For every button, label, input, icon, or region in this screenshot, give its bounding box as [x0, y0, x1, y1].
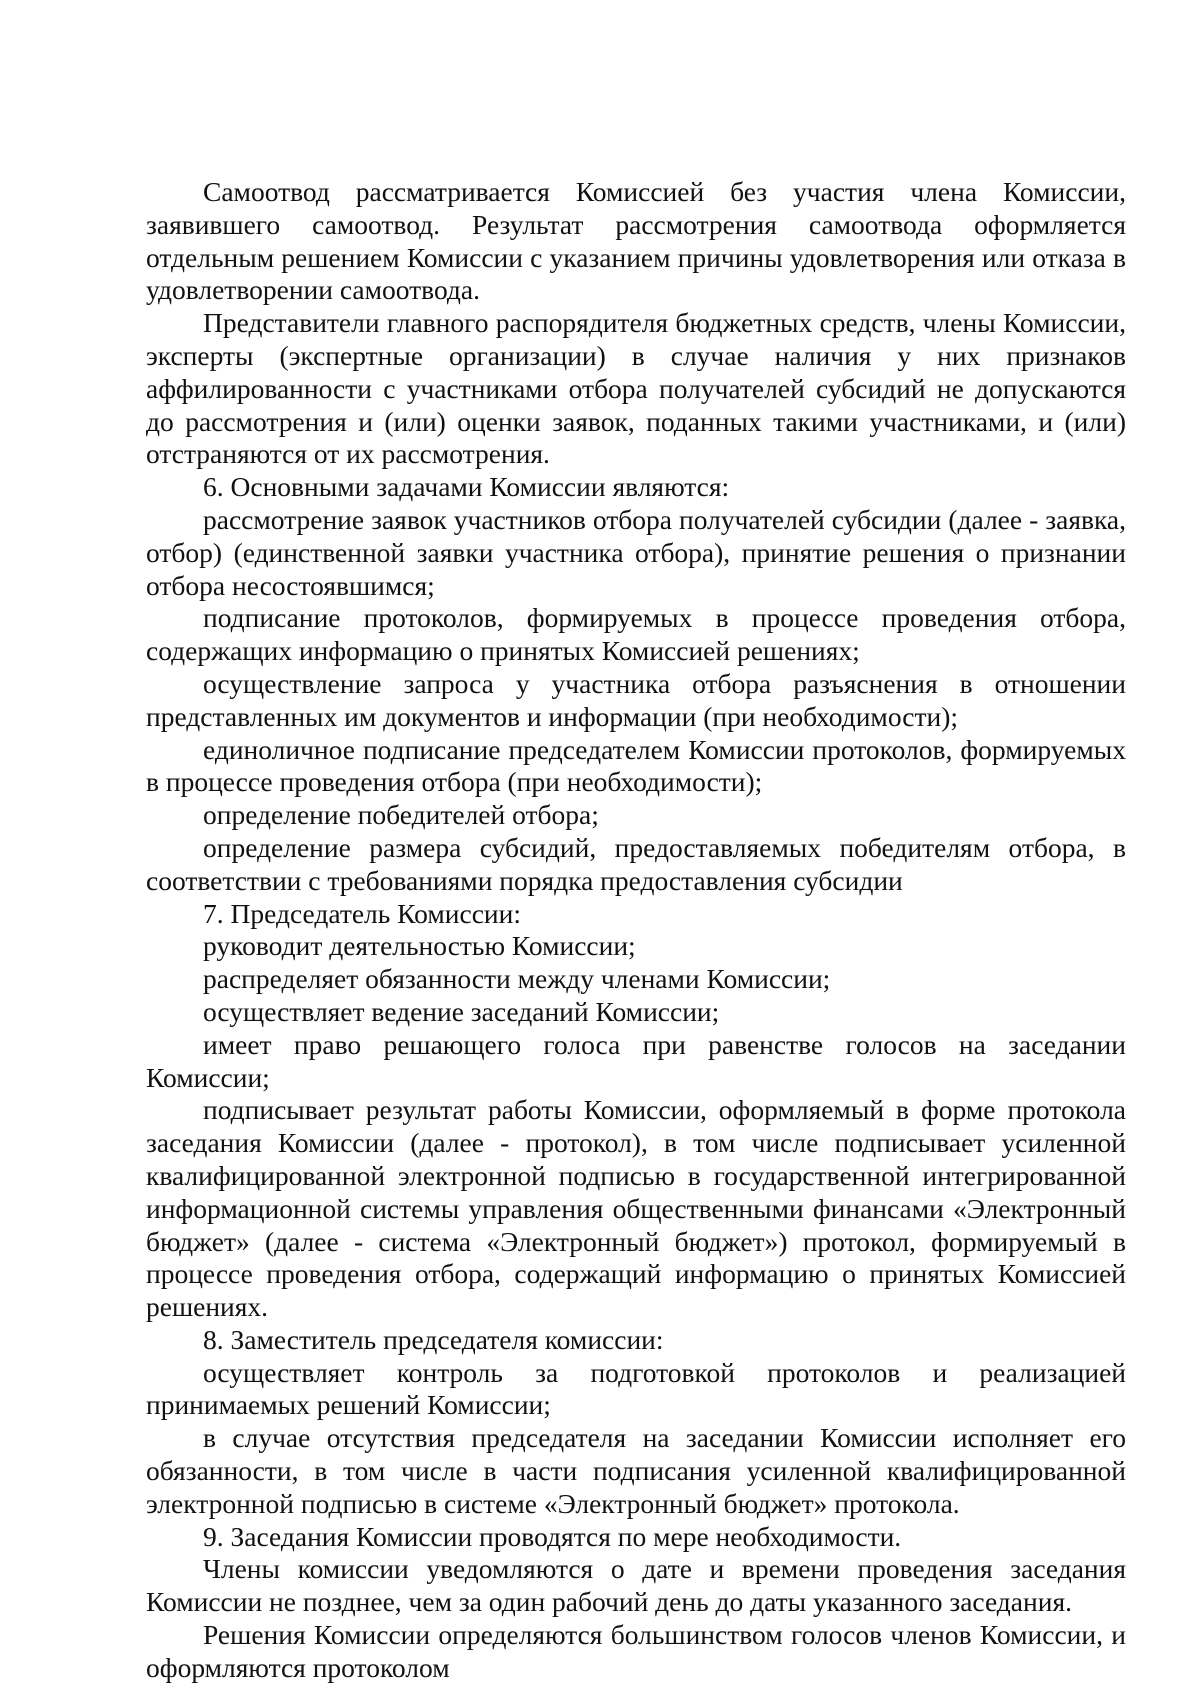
heading-deputy-chairman: 8. Заместитель председателя комиссии: — [203, 1323, 664, 1355]
list-item-deputy-acts-for-chairman: в случае отсутствия председателя на заседании Комиссии исполняет его обязанности, в том числе в части подписания усиленной квалифицированной электронной подписью в системе «Электронный бюджет» протокола. — [146, 1422, 1126, 1519]
list-item-chairman-casting-vote: имеет право решающего голоса при равенстве голосов на заседании Комиссии; — [146, 1028, 1126, 1093]
list-item-task-review-applications: рассмотрение заявок участников отбора получателей субсидии (далее - заявка, отбор) (единственной заявки участника отбора), принятие решения о признании отбора несостоявшимся; — [146, 503, 1126, 601]
paragraph-affiliation: Представители главного распорядителя бюджетных средств, члены Комиссии, эксперты (экспертные организации) в случае наличия у них признаков аффилированности с участниками отбора получателей субсидий не допускаются до рассмотрения и (или) оценки заявок, поданных такими участниками, и (или) отстраняются от их рассмотрения. — [146, 307, 1126, 470]
document-body — [146, 176, 1126, 1685]
list-item-chairman-conducts: осуществляет ведение заседаний Комиссии; — [203, 995, 720, 1027]
heading-meetings: 9. Заседания Комиссии проводятся по мере необходимости. — [203, 1520, 902, 1552]
heading-commission-tasks: 6. Основными задачами Комиссии являются: — [203, 471, 730, 503]
list-item-task-request-clarification: осуществление запроса у участника отбора разъяснения в отношении представленных им документов и информации (при необходимости); — [146, 667, 1126, 732]
paragraph-decisions: Решения Комиссии определяются большинством голосов членов Комиссии, и оформляются протоколом — [146, 1619, 1126, 1683]
list-item-chairman-distributes: распределяет обязанности между членами Комиссии; — [203, 963, 831, 995]
list-item-chairman-signs: подписывает результат работы Комиссии, оформляемый в форме протокола заседания Комиссии (далее - протокол), в том числе подписывает усиленной квалифицированной электронной подписью в государственной интегрированной информационной системы управления общественными финансами «Электронный бюджет» (далее - система «Электронный бюджет») протокол, формируемый в процессе проведения отбора, содержащий информацию о принятых Комиссией решениях. — [146, 1094, 1126, 1323]
list-item-task-sign-protocols: подписание протоколов, формируемых в процессе проведения отбора, содержащих информацию о принятых Комиссией решениях; — [146, 602, 1126, 667]
list-item-task-determine-winners: определение победителей отбора; — [203, 799, 599, 831]
list-item-chairman-manages: руководит деятельностью Комиссии; — [203, 930, 636, 962]
list-item-task-sole-signing: единоличное подписание председателем Комиссии протоколов, формируемых в процессе проведения отбора (при необходимости); — [146, 733, 1126, 798]
paragraph-notification: Члены комиссии уведомляются о дате и времени проведения заседания Комиссии не позднее, чем за один рабочий день до даты указанного заседания. — [146, 1553, 1126, 1618]
heading-chairman: 7. Председатель Комиссии: — [203, 897, 521, 929]
list-item-task-determine-subsidy-size: определение размера субсидий, предоставляемых победителям отбора, в соответствии с требованиями порядка предоставления субсидии — [146, 831, 1126, 896]
list-item-deputy-controls: осуществляет контроль за подготовкой протоколов и реализацией принимаемых решений Комиссии; — [146, 1356, 1126, 1421]
paragraph-recusal-review: Самоотвод рассматривается Комиссией без участия члена Комиссии, заявившего самоотвод. Результат рассмотрения самоотвода оформляется отдельным решением Комиссии с указанием причины удовлетворения или отказа в удовлетворении самоотвода. — [146, 176, 1126, 306]
